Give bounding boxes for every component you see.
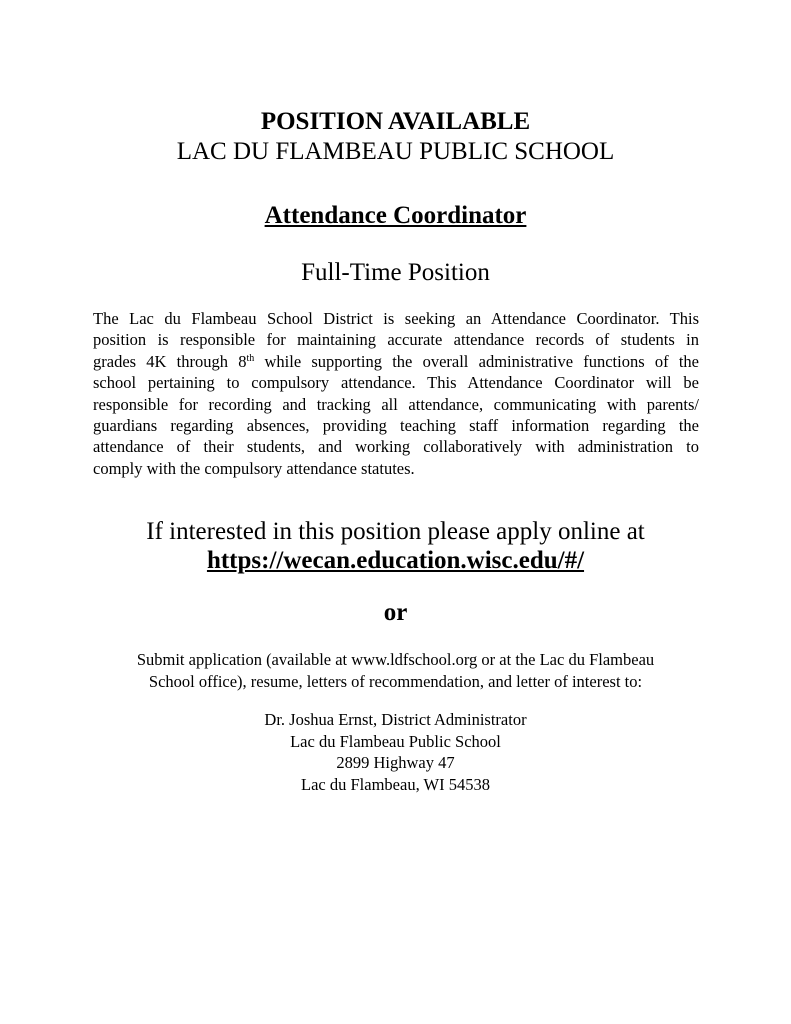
description-text: grades 4K through 8 [93,351,247,371]
apply-prompt: If interested in this position please apply online at [146,518,645,545]
submission-line: Submit application (available at www.ldfschool.org or at the Lac du Flambeau [136,650,655,669]
description-line: responsible for recording and tracking all attendance, communicating with parents/ [93,394,699,414]
description-line: school pertaining to compulsory attendance. This Attendance Coordinator will be [93,373,699,393]
contact-street: 2899 Highway 47 [336,753,455,772]
contact-name: Dr. Joshua Ernst, District Administrator [264,710,527,729]
employment-type: Full-Time Position [301,259,490,286]
description-line: guardians regarding absences, providing teaching staff information regarding the [93,416,699,436]
contact-organization: Lac du Flambeau Public School [290,731,501,751]
description-text: while supporting the overall administrative functions of the [254,351,699,371]
job-title: Attendance Coordinator [264,202,527,229]
application-link[interactable]: https://wecan.education.wisc.edu/#/ [206,547,585,574]
school-name: LAC DU FLAMBEAU PUBLIC SCHOOL [176,138,615,165]
ordinal-suffix: th [246,352,255,364]
or-separator: or [383,599,408,626]
contact-city: Lac du Flambeau, WI 54538 [301,774,490,794]
description-line: attendance of their students, and working collaboratively with administration to [93,437,699,457]
job-description [93,308,699,479]
description-line: position is responsible for maintaining accurate attendance records of students in [93,330,699,350]
contact-address [0,709,791,795]
submission-line: School office), resume, letters of recommendation, and letter of interest to: [148,671,643,691]
description-line [93,351,699,372]
description-line: The Lac du Flambeau School District is seeking an Attendance Coordinator. This [93,309,699,328]
page-title: POSITION AVAILABLE [260,108,531,135]
description-line: comply with the compulsory attendance statutes. [93,458,415,478]
submission-instructions [0,649,791,692]
